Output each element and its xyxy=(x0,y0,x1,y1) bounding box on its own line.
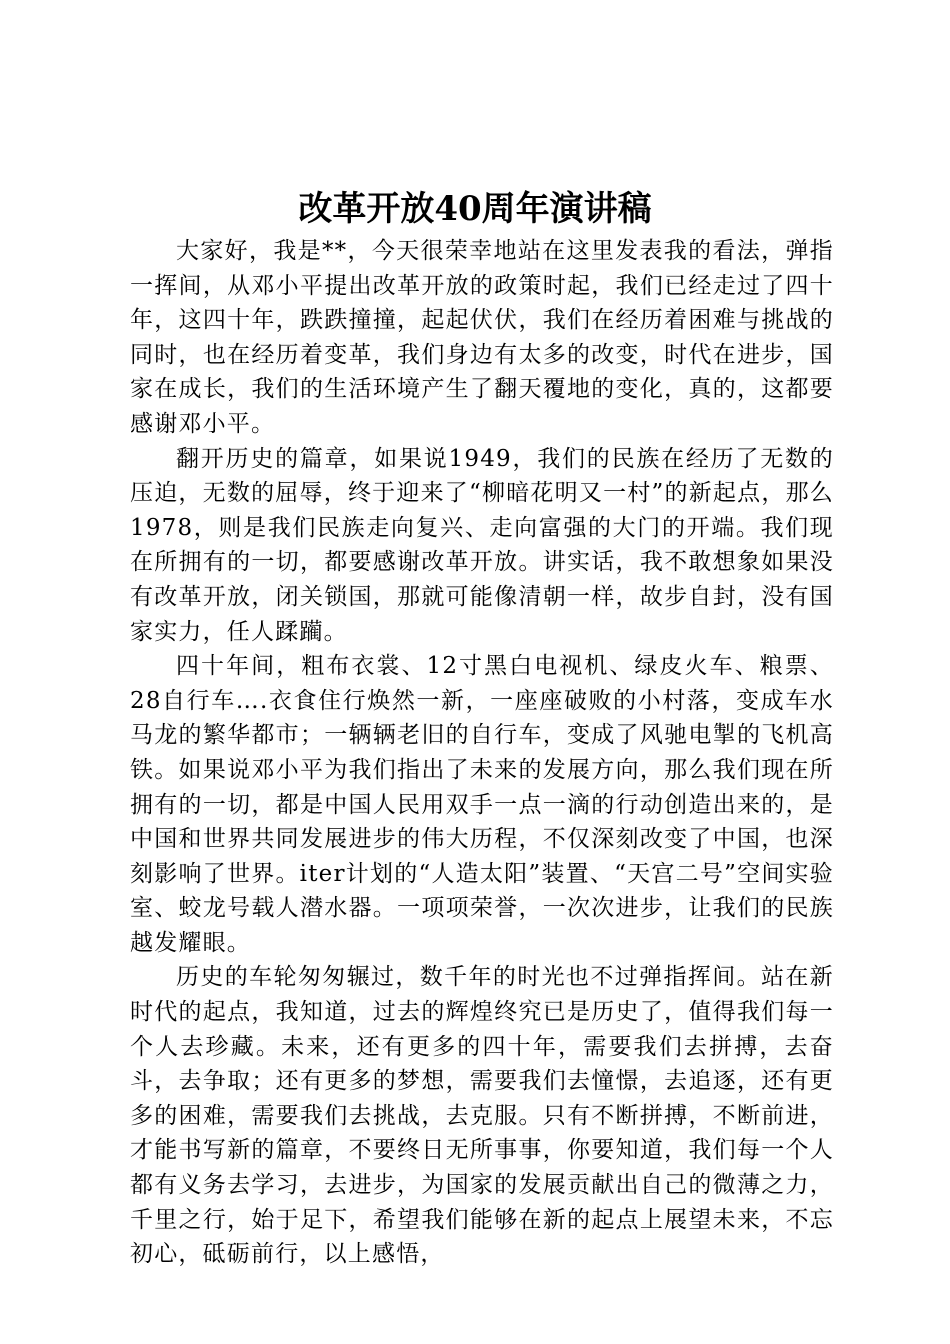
paragraph-2: 翻开历史的篇章，如果说1949，我们的民族在经历了无数的压迫，无数的屈辱，终于迎来了“柳暗花明又一村”的新起点，那么1978，则是我们民族走向复兴、走向富强的大门的开端。我们现在所拥有的一切，都要感谢改革开放。讲实话，我不敢想象如果没有改革开放，闭关锁国，那就可能像清朝一样，故步自封，没有国家实力，任人蹂躏。 xyxy=(130,445,834,645)
paragraph-1: 大家好，我是**，今天很荣幸地站在这里发表我的看法，弹指一挥间，从邓小平提出改革开放的政策时起，我们已经走过了四十年，这四十年，跌跌撞撞，起起伏伏，我们在经历着困难与挑战的同时，也在经历着变革，我们身边有太多的改变，时代在进步，国家在成长，我们的生活环境产生了翻天覆地的变化，真的，这都要感谢邓小平。 xyxy=(130,238,834,437)
paragraph-4: 历史的车轮匆匆辗过，数千年的时光也不过弹指挥间。站在新时代的起点，我知道，过去的辉煌终究已是历史了，值得我们每一个人去珍藏。未来，还有更多的四十年，需要我们去拼搏，去奋斗，去争取；还有更多的梦想，需要我们去憧憬，去追逐，还有更多的困难，需要我们去挑战，去克服。只有不断拼搏，不断前进，才能书写新的篇章，不要终日无所事事，你要知道，我们每一个人都有义务去学习，去进步，为国家的发展贡献出自己的微薄之力，千里之行，始于足下，希望我们能够在新的起点上展望未来，不忘初心，砥砺前行，以上感悟， xyxy=(130,964,834,1268)
document-body xyxy=(130,234,834,1272)
paragraph-3: 四十年间，粗布衣裳、12寸黑白电视机、绿皮火车、粮票、28自行车….衣食住行焕然一新，一座座破败的小村落，变成车水马龙的繁华都市；一辆辆老旧的自行车，变成了风驰电掣的飞机高铁。如果说邓小平为我们指出了未来的发展方向，那么我们现在所拥有的一切，都是中国人民用双手一点一滴的行动创造出来的，是中国和世界共同发展进步的伟大历程，不仅深刻改变了中国，也深刻影响了世界。iter计划的“人造太阳”装置、“天宫二号”空间实验室、蛟龙号载人潜水器。一项项荣誉，一次次进步，让我们的民族越发耀眼。 xyxy=(130,653,834,956)
document-title: 改革开放40周年演讲稿 xyxy=(298,189,652,229)
